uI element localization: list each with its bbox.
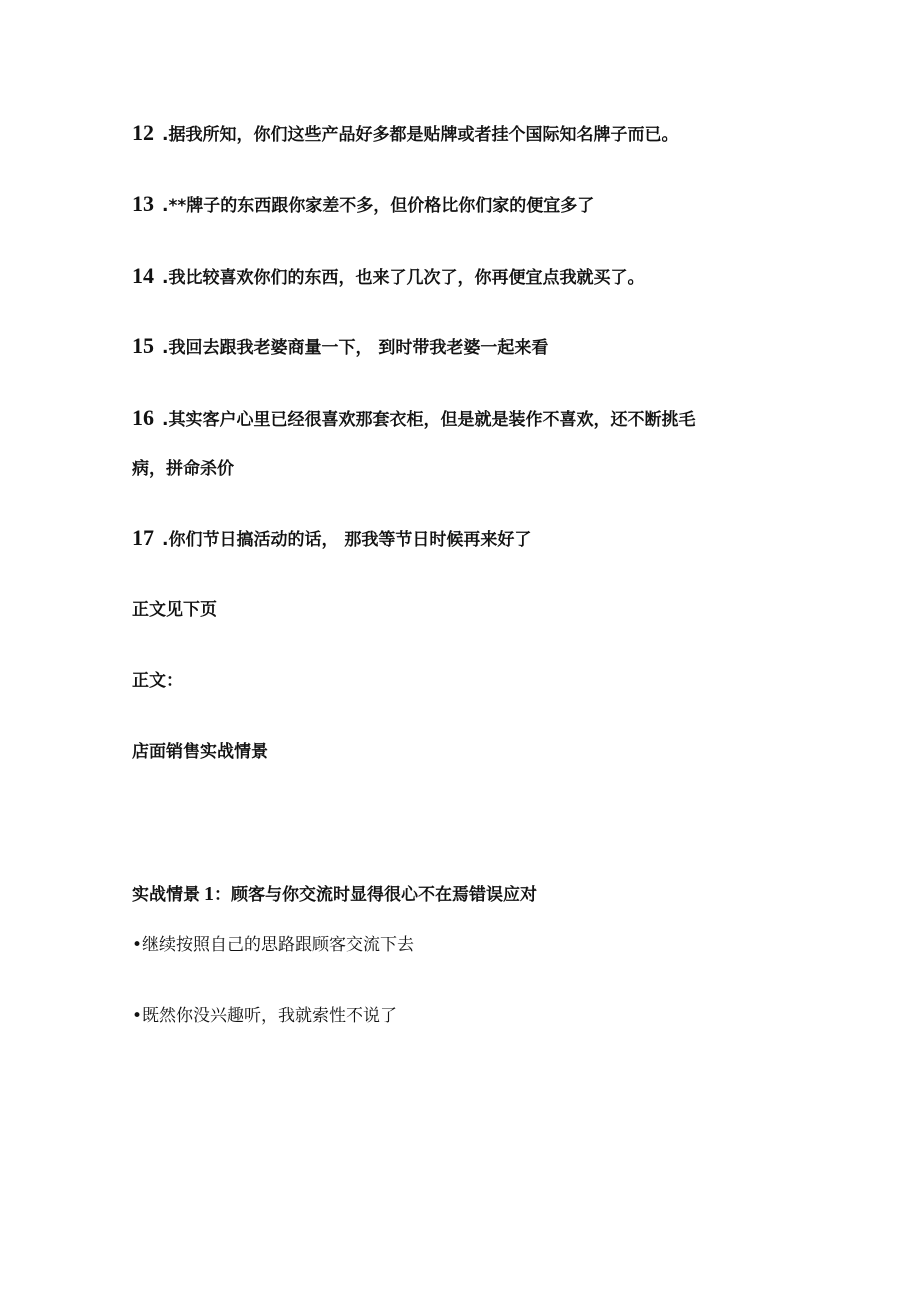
item-number: 13 [132,191,154,216]
scenario-heading [132,882,537,907]
item-text: .据我所知，你们这些产品好多都是贴牌或者挂个国际知名牌子而已。 [162,125,679,145]
item-text: .你们节日搞活动的话， 那我等节日时候再来好了 [162,530,532,550]
list-item-16 [132,406,695,432]
bullet-item: •继续按照自己的思路跟顾客交流下去 [132,935,415,955]
item-text: .我回去跟我老婆商量一下， 到时带我老婆一起来看 [162,338,549,358]
item-number: 17 [132,525,154,550]
item-text: .其实客户心里已经很喜欢那套衣柜，但是就是装作不喜欢，还不断挑毛 [162,410,696,430]
bullet-item: •既然你没兴趣听，我就索性不说了 [132,1006,398,1026]
item-text: .我比较喜欢你们的东西，也来了几次了，你再便宜点我就买了。 [162,268,645,288]
item-number: 12 [132,120,154,145]
scenario-title: ：顾客与你交流时显得很心不在焉错误应对 [214,885,537,905]
scenario-prefix: 实战情景 [132,885,200,905]
see-next-page-note: 正文见下页 [132,600,217,620]
list-item-14 [132,264,644,290]
list-item-17 [132,526,531,552]
list-item-12 [132,121,678,147]
body-label: 正文： [132,671,183,691]
list-item-16-continuation [132,457,234,481]
item-text: .**牌子的东西跟你家差不多，但价格比你们家的便宜多了 [162,196,595,216]
list-item-15 [132,334,548,360]
list-item-13 [132,192,594,218]
section-title: 店面销售实战情景 [132,742,268,762]
scenario-number: 1 [204,883,214,905]
item-number: 14 [132,263,154,288]
item-number: 16 [132,405,154,430]
item-text-continuation: 病，拼命杀价 [132,459,234,479]
item-number: 15 [132,333,154,358]
